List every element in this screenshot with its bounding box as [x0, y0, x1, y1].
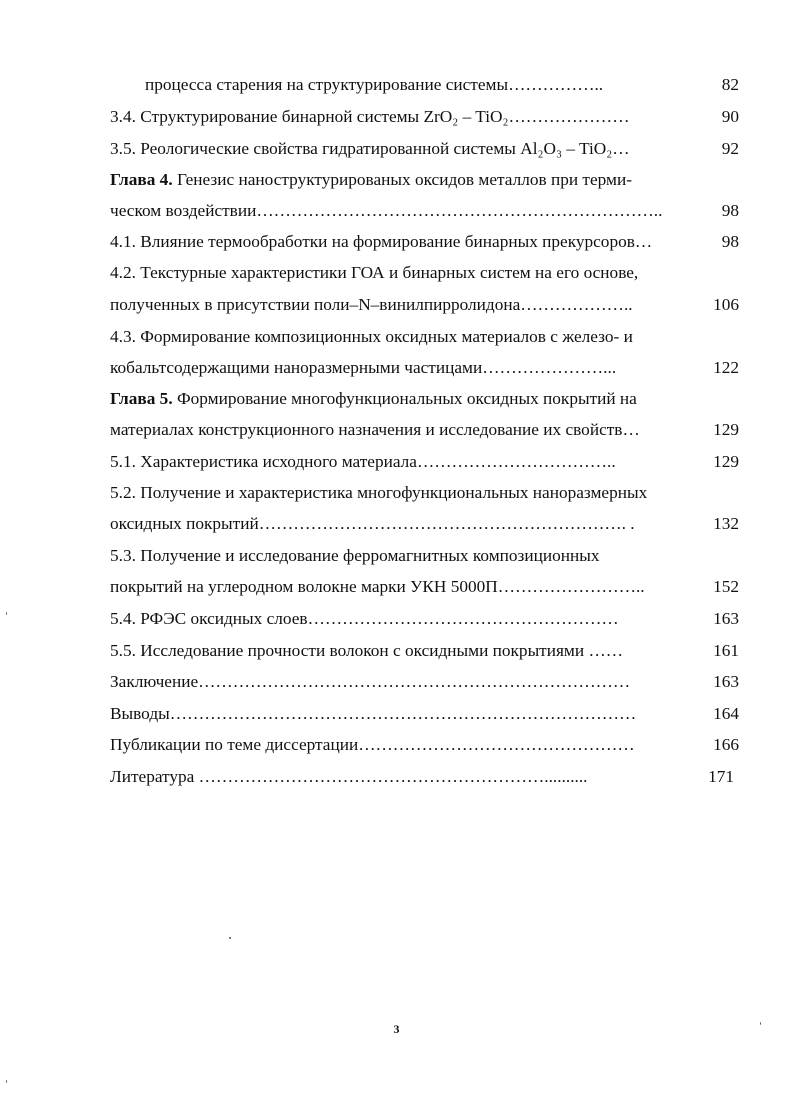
- toc-entry-text: материалах конструкционного назначения и исследование их свойств…: [110, 420, 640, 439]
- toc-entry-text: 5.5. Исследование прочности волокон с оксидными покрытиями ……: [110, 641, 624, 660]
- toc-entry-text: 5.1. Характеристика исходного материала……………………………..: [110, 452, 616, 471]
- toc-entry-text: 4.2. Текстурные характеристики ГОА и бинарных систем на его основе,: [110, 263, 639, 282]
- toc-entry-page: 98: [721, 232, 739, 251]
- toc-entry-text: Публикации по теме диссертации…………………………………………: [110, 735, 635, 754]
- toc-chapter-heading: [110, 169, 632, 191]
- toc-entry-page: 163: [713, 609, 739, 628]
- page-number: 3: [393, 1022, 400, 1036]
- toc-entry-text: оксидных покрытий………………………………………………………. .: [110, 514, 635, 533]
- toc-entry-text: 5.3. Получение и исследование ферромагнитных композиционных: [110, 546, 600, 565]
- toc-entry-text: кобальтсодержащими наноразмерными частицами…………………...: [110, 358, 617, 377]
- scan-speck: [6, 612, 7, 615]
- toc-entry-text: Литература ……………………………………………………..........: [110, 767, 588, 786]
- toc-entry-text: покрытий на углеродном волокне марки УКН 5000П……………………..: [110, 577, 645, 596]
- toc-entry-text: Заключение…………………………………………………………………: [110, 672, 631, 691]
- toc-entry-page: 98: [721, 201, 739, 220]
- toc-entry-text: ческом воздействии……………………………………………………………..: [110, 201, 663, 220]
- toc-entry-page: 163: [713, 672, 739, 691]
- toc-entry-text: Генезис наноструктурированых оксидов металлов при терми-: [172, 170, 632, 189]
- toc-entry-text: Формирование многофункциональных оксидных покрытий на: [172, 389, 637, 408]
- chapter-label: Глава 4.: [110, 170, 173, 189]
- scan-speck: [6, 1080, 7, 1083]
- chapter-label: Глава 5.: [110, 389, 173, 408]
- toc-entry-text: 3.4. Структурирование бинарной системы ZrO₂ – TiO₂…………………: [110, 107, 630, 126]
- toc-entry-page: 166: [713, 735, 739, 754]
- toc-entry-text: 5.2. Получение и характеристика многофункциональных наноразмерных: [110, 483, 648, 502]
- toc-chapter-heading: [110, 388, 637, 410]
- toc-entry-page: 132: [713, 514, 739, 533]
- toc-entry-page: 106: [713, 295, 739, 314]
- toc-entry-text: Выводы………………………………………………………………………: [110, 704, 637, 723]
- toc-entry-text: процесса старения на структурирование системы……………..: [145, 75, 604, 94]
- toc-entry-text: 3.5. Реологические свойства гидратированной системы Al₂O₃ – TiO₂…: [110, 139, 630, 158]
- toc-entry-text: 5.4. РФЭС оксидных слоев………………………………………………: [110, 609, 619, 628]
- toc-entry-page: 129: [713, 452, 739, 471]
- scan-speck: [229, 937, 231, 939]
- toc-entry-page: 92: [721, 139, 739, 158]
- toc-entry-page: 164: [713, 704, 739, 723]
- toc-entry-text: 4.1. Влияние термообработки на формирование бинарных прекурсоров…: [110, 232, 653, 251]
- toc-entry-page: 152: [713, 577, 739, 596]
- toc-entry-page: 90: [721, 107, 739, 126]
- toc-entry-page: 82: [721, 75, 739, 94]
- toc-entry-text: 4.3. Формирование композиционных оксидных материалов с железо- и: [110, 327, 633, 346]
- toc-entry-page: 129: [713, 420, 739, 439]
- toc-entry-text: полученных в присутствии поли–N–винилпирролидона………………..: [110, 295, 633, 314]
- toc-entry-page: 122: [713, 358, 739, 377]
- toc-entry-page: 161: [713, 641, 739, 660]
- scan-speck: [760, 1022, 761, 1025]
- toc-entry-page: 171: [708, 767, 734, 786]
